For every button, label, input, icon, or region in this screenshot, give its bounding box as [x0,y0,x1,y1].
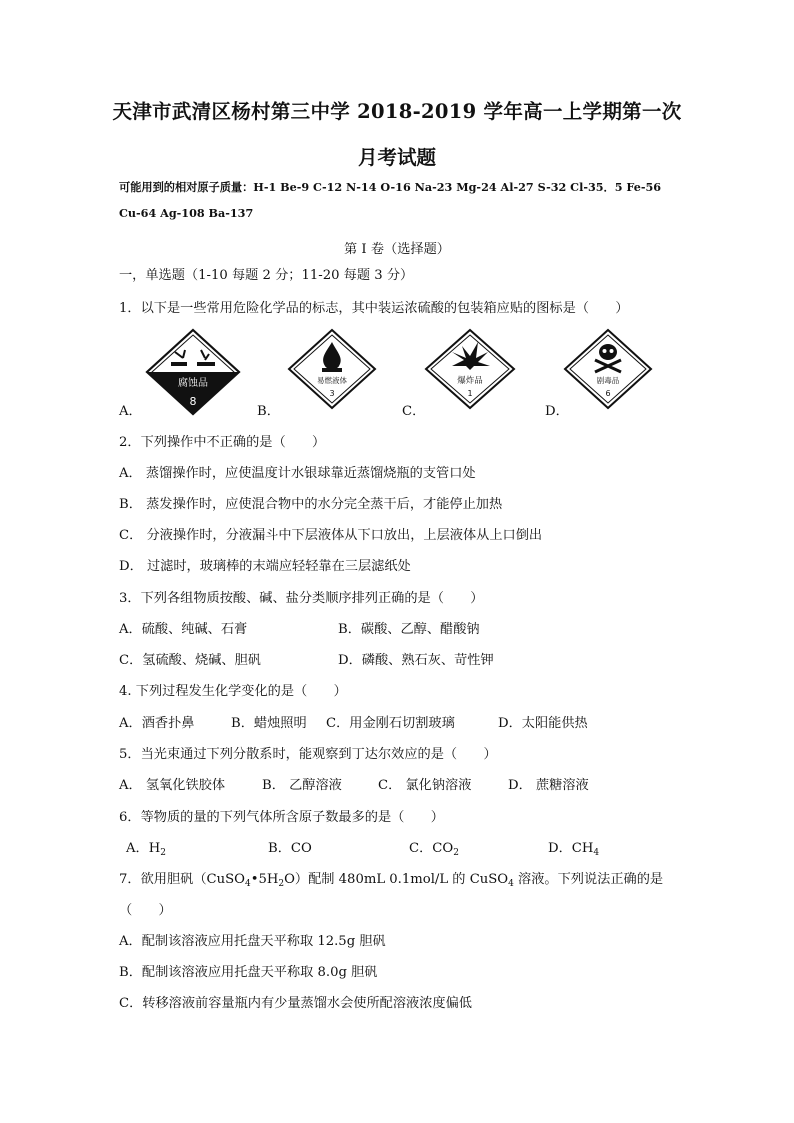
question-6-stem: 6．等物质的量的下列气体所含原子数最多的是（ ） [119,810,444,825]
exam-title-line2: 月考试题 [357,146,436,169]
question-5-stem: 5．当光束通过下列分散系时，能观察到丁达尔效应的是（ ） [119,747,497,762]
section-title: 第 I 卷（选择题） [344,242,450,257]
q7-stem-sub3: 4 [508,879,514,889]
q5-option-a[interactable]: A． 氢氧化铁胶体 [119,778,226,793]
q6-option-b-label: B．CO [268,841,312,856]
q3-option-c[interactable]: C．氢硫酸、烧碱、胆矾 [119,653,261,668]
q1-option-a[interactable]: A． [119,404,142,419]
corrosive-sign-icon [145,328,241,416]
question-7-stem [119,868,663,887]
sign-d-text: 剧毒品 [596,376,620,385]
sign-b-text: 易燃液体 [317,376,347,385]
q4-option-a[interactable]: A．酒香扑鼻 [119,716,195,731]
q6-option-a[interactable] [126,837,166,856]
sign-c-text: 爆炸品 [457,376,483,386]
question-1-stem: 1．以下是一些常用危险化学品的标志，其中装运浓硫酸的包装箱应贴的图标是（ ） [119,301,629,316]
q5-option-c[interactable]: C． 氯化钠溶液 [378,778,472,793]
q2-option-a[interactable]: A． 蒸馏操作时，应使温度计水银球靠近蒸馏烧瓶的支管口处 [119,466,476,481]
q6-option-a-sub: 2 [160,848,166,858]
q6-option-b[interactable] [268,837,312,856]
atomic-masses-line2: Cu-64 Ag-108 Ba-137 [119,206,254,220]
q7-stem-part4: 溶液。下列说法正确的是 [513,872,664,887]
q7-stem-part2: •5H [250,872,279,887]
sign-a-class: 8 [189,395,197,408]
q1-option-b[interactable]: B． [257,404,280,419]
question-4-stem: 4. 下列过程发生化学变化的是（ ） [119,684,347,699]
q2-option-d[interactable]: D． 过滤时，玻璃棒的末端应轻轻靠在三层滤纸处 [119,559,411,574]
q6-option-c[interactable] [409,837,459,856]
q5-option-d[interactable]: D． 蔗糖溶液 [508,778,589,793]
sign-d-class: 6 [605,389,611,398]
q6-option-c-label: C．CO [409,841,454,856]
q2-option-b[interactable]: B． 蒸发操作时，应使混合物中的水分完全蒸干后，才能停止加热 [119,497,503,512]
q4-option-b[interactable]: B．蜡烛照明 [231,716,307,731]
q6-option-d-sub: 4 [593,848,600,858]
q6-option-d[interactable] [548,837,599,856]
q3-option-b[interactable]: B．碳酸、乙醇、醋酸钠 [338,622,480,637]
q7-option-b[interactable]: B．配制该溶液应用托盘天平称取 8.0g 胆矾 [119,965,378,980]
q7-stem-sub1: 4 [244,879,251,889]
q7-option-a[interactable]: A．配制该溶液应用托盘天平称取 12.5g 胆矾 [119,934,386,949]
part-heading: 一，单选题（1-10 每题 2 分；11-20 每题 3 分） [119,268,414,283]
sign-a-text: 腐蚀品 [178,378,208,389]
atomic-masses-line1: 可能用到的相对原子质量：H-1 Be-9 C-12 N-14 O-16 Na-23 Mg-24 Al-27 S-32 Cl-35．5 Fe-56 [119,180,662,194]
q7-stem-sub2: 2 [278,879,285,889]
q6-option-a-label: A．H [126,841,161,856]
q1-option-c[interactable]: C． [402,404,426,419]
q7-option-c[interactable]: C．转移溶液前容量瓶内有少量蒸馏水会使所配溶液浓度偏低 [119,996,472,1011]
question-2-stem: 2．下列操作中不正确的是（ ） [119,435,326,450]
q3-option-a[interactable]: A．硫酸、纯碱、石膏 [119,622,248,637]
question-3-stem: 3．下列各组物质按酸、碱、盐分类顺序排列正确的是（ ） [119,591,484,606]
q4-option-c[interactable]: C．用金刚石切割玻璃 [326,716,455,731]
q1-option-d[interactable]: D． [545,404,569,419]
q7-stem-part3: O）配制 480mL 0.1mol/L 的 CuSO [284,872,509,887]
q2-option-c[interactable]: C． 分液操作时，分液漏斗中下层液体从下口放出，上层液体从上口倒出 [119,528,543,543]
toxic-sign-icon [563,328,653,410]
question-7-stem-cont: （ ） [119,903,172,918]
q6-option-c-sub: 2 [453,848,459,858]
q7-stem-part1: 7．欲用胆矾（CuSO [119,872,245,887]
q3-option-d[interactable]: D．磷酸、熟石灰、苛性钾 [338,653,494,668]
exam-title-line1: 天津市武清区杨村第三中学 2018-2019 学年高一上学期第一次 [112,100,682,123]
q5-option-b[interactable]: B． 乙醇溶液 [262,778,342,793]
flammable-liquid-sign-icon [287,328,377,410]
sign-b-class: 3 [329,389,335,398]
explosive-sign-icon [424,328,516,410]
q4-option-d[interactable]: D．太阳能供热 [498,716,588,731]
q6-option-d-label: D．CH [548,841,594,856]
sign-c-class: 1 [467,389,473,398]
